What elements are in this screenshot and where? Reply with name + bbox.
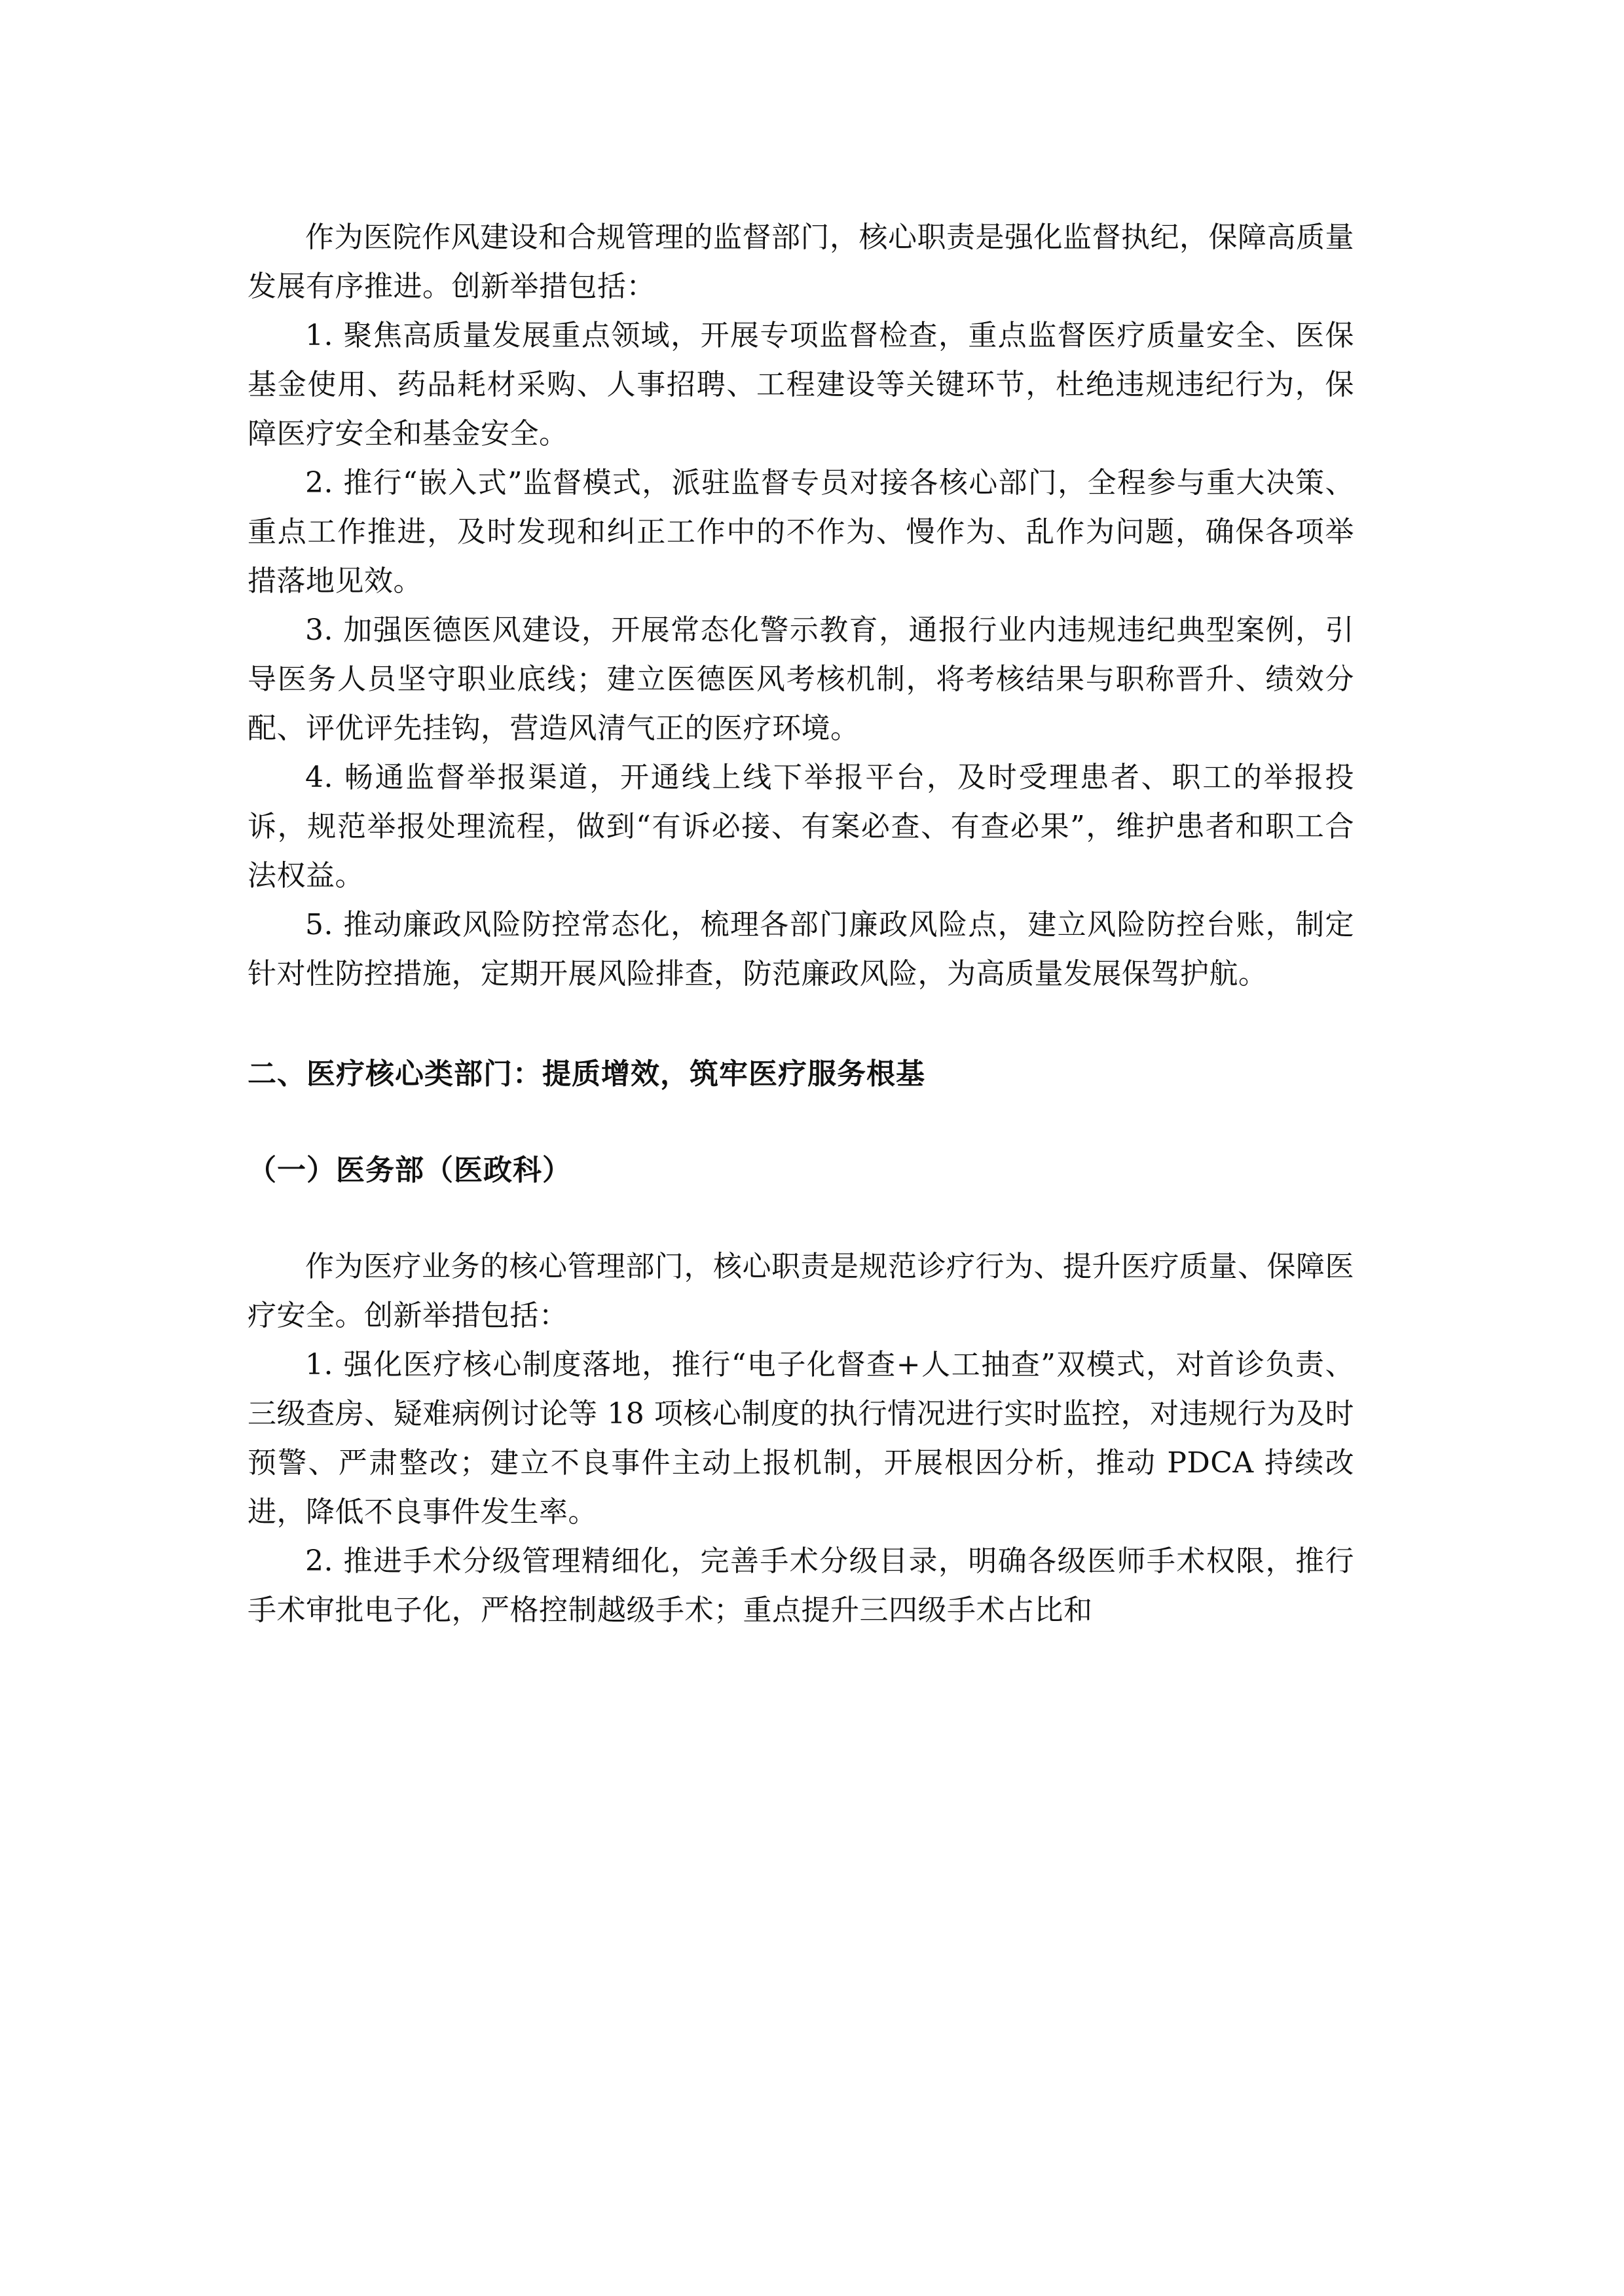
document-page	[248, 213, 1354, 1635]
measure-item-3: 3. 加强医德医风建设，开展常态化警示教育，通报行业内违规违纪典型案例，引导医务人员坚守职业底线；建立医德医风考核机制，将考核结果与职称晋升、绩效分配、评优评先挂钩，营造风清气正的医疗环境。	[248, 613, 1354, 745]
measure-item-2: 2. 推行“嵌入式”监督模式，派驻监督专员对接各核心部门，全程参与重大决策、重点工作推进，及时发现和纠正工作中的不作为、慢作为、乱作为问题，确保各项举措落地见效。	[248, 466, 1354, 598]
intro-paragraph: 作为医院作风建设和合规管理的监督部门，核心职责是强化监督执纪，保障高质量发展有序推进。创新举措包括：	[248, 221, 1354, 303]
measure-item-1: 1. 聚焦高质量发展重点领域，开展专项监督检查，重点监督医疗质量安全、医保基金使用、药品耗材采购、人事招聘、工程建设等关键环节，杜绝违规违纪行为，保障医疗安全和基金安全。	[248, 319, 1354, 450]
section-heading: 二、医疗核心类部门：提质增效，筑牢医疗服务根基	[248, 1057, 925, 1091]
measure-item-5: 5. 推动廉政风险防控常态化，梳理各部门廉政风险点，建立风险防控台账，制定针对性防控措施，定期开展风险排查，防范廉政风险，为高质量发展保驾护航。	[248, 908, 1354, 991]
subsection-intro-paragraph: 作为医疗业务的核心管理部门，核心职责是规范诊疗行为、提升医疗质量、保障医疗安全。创新举措包括：	[248, 1250, 1354, 1332]
subsection-measure-item-1: 1. 强化医疗核心制度落地，推行“电子化督查+人工抽查”双模式，对首诊负责、三级查房、疑难病例讨论等 18 项核心制度的执行情况进行实时监控，对违规行为及时预警、严肃整改；建立不良事件主动上报机制，开展根因分析，推动 PDCA 持续改进，降低不良事件发生率。	[248, 1348, 1354, 1529]
subsection-measure-item-2: 2. 推进手术分级管理精细化，完善手术分级目录，明确各级医师手术权限，推行手术审批电子化，严格控制越级手术；重点提升三四级手术占比和	[248, 1544, 1354, 1627]
subsection-heading: （一）医务部（医政科）	[248, 1154, 572, 1187]
measure-item-4: 4. 畅通监督举报渠道，开通线上线下举报平台，及时受理患者、职工的举报投诉，规范举报处理流程，做到“有诉必接、有案必查、有查必果”，维护患者和职工合法权益。	[248, 761, 1354, 892]
